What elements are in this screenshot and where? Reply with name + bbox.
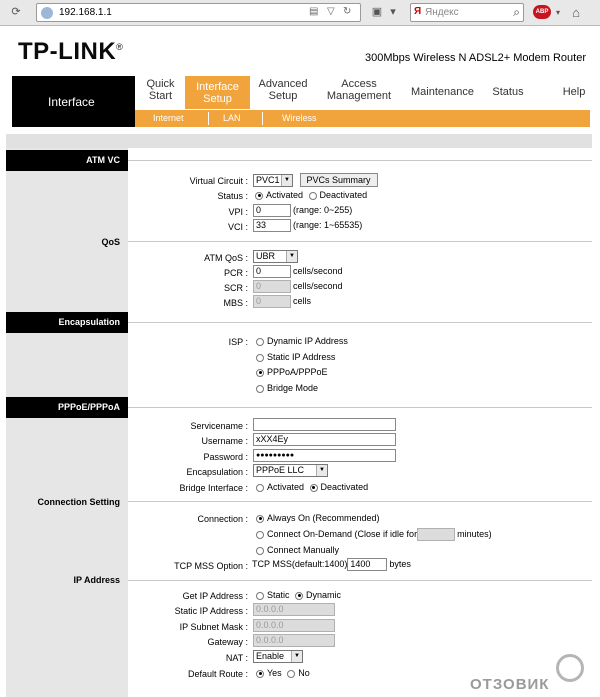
subnav-divider xyxy=(208,112,209,125)
gateway-label: Gateway : xyxy=(207,637,248,647)
ip-dynamic-label: Dynamic xyxy=(306,590,342,600)
vpi-range: (range: 0~255) xyxy=(293,204,353,215)
pcr-input[interactable]: 0 xyxy=(253,265,291,278)
section-divider xyxy=(128,322,592,323)
tcp-mss-input[interactable]: 1400 xyxy=(347,558,387,571)
isp-bridge-label: Bridge Mode xyxy=(267,383,319,393)
chevron-down-icon: ▼ xyxy=(316,465,327,476)
mbs-input[interactable]: 0 xyxy=(253,295,291,308)
tab-help[interactable]: Help xyxy=(562,86,586,98)
section-qos: QoS xyxy=(101,237,120,247)
ip-dynamic-radio[interactable] xyxy=(295,592,303,600)
yandex-icon: Я xyxy=(414,6,422,17)
atm-qos-label: ATM QoS : xyxy=(204,253,248,263)
vci-input[interactable]: 33 xyxy=(253,219,291,232)
virtual-circuit-select[interactable]: PVC1 ▼ xyxy=(253,174,293,187)
chevron-down-icon: ▼ xyxy=(291,651,302,662)
section-divider xyxy=(128,580,592,581)
section-divider xyxy=(128,501,592,502)
logo-mark: ® xyxy=(116,42,124,52)
pvcs-summary-button[interactable]: PVCs Summary xyxy=(300,173,378,187)
subnet-mask-label: IP Subnet Mask : xyxy=(179,622,248,632)
ip-static-label: Static xyxy=(267,590,290,600)
home-icon[interactable]: ⌂ xyxy=(572,5,580,20)
always-on-radio[interactable] xyxy=(256,515,264,523)
default-route-yes-radio[interactable] xyxy=(256,670,264,678)
static-ip-input[interactable]: 0.0.0.0 xyxy=(253,603,335,616)
isp-pppoe-label: PPPoA/PPPoE xyxy=(267,367,328,377)
pcr-label: PCR : xyxy=(223,268,248,278)
search-icon[interactable]: ⌕ xyxy=(513,5,520,19)
encapsulation-select[interactable]: PPPoE LLC ▼ xyxy=(253,464,328,477)
chevron-down-icon: ▼ xyxy=(281,175,292,186)
status-activated-radio[interactable] xyxy=(255,192,263,200)
current-section-label: Interface xyxy=(48,95,95,109)
bridge-deactivated-label: Deactivated xyxy=(320,482,369,492)
address-bar[interactable] xyxy=(36,3,361,22)
reload-icon[interactable]: ↻ xyxy=(343,6,352,17)
reader-icon[interactable]: ▤ xyxy=(309,6,319,17)
status-deactivated-radio[interactable] xyxy=(309,192,317,200)
default-route-yes-label: Yes xyxy=(267,668,282,678)
bridge-deactivated-radio[interactable] xyxy=(310,484,318,492)
scr-label: SCR : xyxy=(223,283,248,293)
subtab-internet[interactable]: Internet xyxy=(153,113,184,123)
idle-minutes-input[interactable] xyxy=(417,528,455,541)
default-route-no-radio[interactable] xyxy=(287,670,295,678)
isp-static-radio[interactable] xyxy=(256,354,264,362)
bridge-activated-radio[interactable] xyxy=(256,484,264,492)
on-demand-label: Connect On-Demand (Close if idle for xyxy=(267,528,418,539)
current-section-panel xyxy=(12,76,135,127)
scr-input[interactable]: 0 xyxy=(253,280,291,293)
browser-toolbar xyxy=(0,0,600,26)
bridge-interface-label: Bridge Interface : xyxy=(179,483,248,493)
watermark-text: ОТЗОВИК xyxy=(470,676,550,693)
vpi-label: VPI : xyxy=(228,207,248,217)
bridge-activated-label: Activated xyxy=(267,482,305,492)
tcp-mss-label: TCP MSS Option : xyxy=(174,561,248,571)
section-divider xyxy=(128,241,592,242)
screenshot-icon[interactable]: ▣ xyxy=(371,6,383,18)
subnet-mask-input[interactable]: 0.0.0.0 xyxy=(253,619,335,632)
servicename-input[interactable] xyxy=(253,418,396,431)
watermark-icon xyxy=(556,654,584,682)
section-connection-setting: Connection Setting xyxy=(37,497,120,507)
search-placeholder: Яндекс xyxy=(425,7,459,18)
get-ip-label: Get IP Address : xyxy=(182,591,248,601)
search-bar[interactable] xyxy=(410,3,524,22)
isp-label: ISP : xyxy=(228,337,248,347)
site-icon xyxy=(41,7,53,19)
section-divider xyxy=(128,160,592,161)
gateway-input[interactable]: 0.0.0.0 xyxy=(253,634,335,647)
model-title: 300Mbps Wireless N ADSL2+ Modem Router xyxy=(364,52,586,64)
isp-static-label: Static IP Address xyxy=(267,352,336,362)
section-pppoe: PPPoE/PPPoA xyxy=(6,397,128,418)
status-activated-label: Activated xyxy=(266,190,304,200)
tab-access-management[interactable]: Access Management xyxy=(326,78,392,102)
vpi-input[interactable]: 0 xyxy=(253,204,291,217)
always-on-label: Always On (Recommended) xyxy=(267,513,380,523)
username-input[interactable]: xXX4Ey xyxy=(253,433,396,446)
connection-label: Connection : xyxy=(197,514,248,524)
mbs-label: MBS : xyxy=(223,298,248,308)
section-ip-address: IP Address xyxy=(73,575,120,585)
url-text: 192.168.1.1 xyxy=(59,7,112,18)
tplink-logo xyxy=(18,38,123,66)
isp-dynamic-label: Dynamic IP Address xyxy=(267,336,348,346)
section-encapsulation: Encapsulation xyxy=(6,312,128,333)
minutes-label: minutes) xyxy=(457,528,492,539)
tab-maintenance[interactable]: Maintenance xyxy=(411,86,474,98)
scr-unit: cells/second xyxy=(293,280,343,291)
connect-manually-radio[interactable] xyxy=(256,547,264,555)
abp-arrow-icon[interactable]: ▾ xyxy=(555,8,560,17)
on-demand-radio[interactable] xyxy=(256,531,264,539)
password-label: Password : xyxy=(203,452,248,462)
static-ip-label: Static IP Address : xyxy=(174,606,248,616)
default-route-no-label: No xyxy=(298,668,310,678)
sub-navigation xyxy=(135,110,590,127)
encapsulation-label: Encapsulation : xyxy=(186,467,248,477)
status-deactivated-label: Deactivated xyxy=(319,190,368,200)
section-atm-vc: ATM VC xyxy=(6,150,128,171)
subnav-divider xyxy=(262,112,263,125)
adblock-icon[interactable]: ABP xyxy=(533,5,551,19)
mbs-unit: cells xyxy=(293,295,312,306)
tab-advanced-setup[interactable]: Advanced Setup xyxy=(258,78,308,102)
vci-label: VCI : xyxy=(227,222,248,232)
refresh-icon[interactable]: ⟳ xyxy=(11,6,21,18)
username-label: Username : xyxy=(201,436,248,446)
tab-quick-start[interactable]: Quick Start xyxy=(146,78,175,102)
password-input[interactable]: ●●●●●●●●● xyxy=(253,449,396,462)
nat-select[interactable]: Enable ▼ xyxy=(253,650,303,663)
chevron-down-icon: ▼ xyxy=(286,251,297,262)
content-top-bar xyxy=(6,134,592,148)
default-route-label: Default Route : xyxy=(187,669,248,679)
menu-arrow-icon[interactable]: ▾ xyxy=(390,6,396,18)
dropdown-arrow-icon[interactable]: ▽ xyxy=(327,6,335,17)
section-divider xyxy=(128,407,592,408)
virtual-circuit-label: Virtual Circuit : xyxy=(189,176,248,186)
tab-status[interactable]: Status xyxy=(492,86,524,98)
atm-qos-select[interactable]: UBR ▼ xyxy=(253,250,298,263)
tcp-mss-prefix: TCP MSS(default:1400) xyxy=(252,558,348,569)
tab-interface-setup[interactable]: Interface Setup xyxy=(185,76,250,109)
isp-bridge-radio[interactable] xyxy=(256,385,264,393)
ip-static-radio[interactable] xyxy=(256,592,264,600)
connect-manually-label: Connect Manually xyxy=(267,545,340,555)
isp-dynamic-radio[interactable] xyxy=(256,338,264,346)
logo-text: TP-LINK xyxy=(18,38,117,65)
status-label: Status : xyxy=(217,191,248,201)
pcr-unit: cells/second xyxy=(293,265,343,276)
tcp-mss-unit: bytes xyxy=(389,558,411,569)
servicename-label: Servicename : xyxy=(190,421,248,431)
subtab-lan[interactable]: LAN xyxy=(223,113,241,123)
subtab-wireless[interactable]: Wireless xyxy=(282,113,317,123)
section-column xyxy=(6,148,128,697)
isp-pppoe-radio[interactable] xyxy=(256,369,264,377)
nat-label: NAT : xyxy=(225,653,248,663)
vci-range: (range: 1~65535) xyxy=(293,219,363,230)
